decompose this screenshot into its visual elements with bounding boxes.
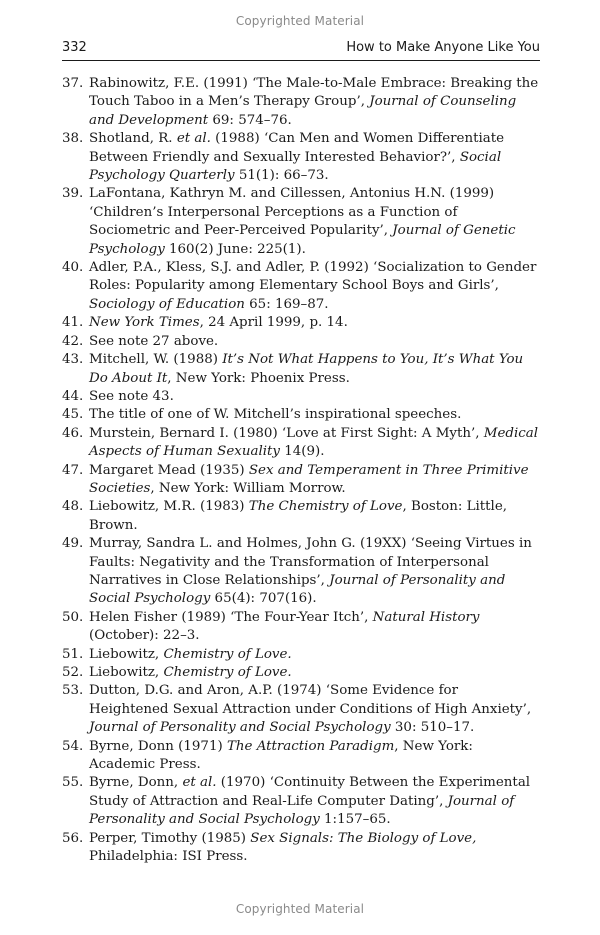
endnote-italic-segment: et al. xyxy=(176,131,211,147)
endnote xyxy=(62,406,540,424)
endnote-number: 38. xyxy=(62,131,84,147)
endnote-segment: Adler, P.A., Kless, S.J. and Adler, P. (1992) ‘Socialization to Gender Roles: Popularity among Elementary School Boys and Girls’, xyxy=(89,260,537,294)
endnote-number: 55. xyxy=(62,775,84,791)
endnote-italic-segment: et al. xyxy=(182,775,217,791)
endnote xyxy=(62,75,540,130)
endnote-segment: , New York: Academic Press. xyxy=(89,738,473,773)
endnote-italic-segment: Journal of Personality and Social Psychology xyxy=(89,793,515,828)
endnote-italic-segment: Journal of Personality and Social Psychology xyxy=(89,572,506,607)
endnote-number: 48. xyxy=(62,499,84,515)
endnote-italic-segment: Journal of Personality and Social Psychology xyxy=(89,720,391,736)
endnote-segment: Dutton, D.G. and Aron, A.P. (1974) ‘Some Evidence for Heightened Sexual Attraction under Conditions of High Anxiety’, xyxy=(89,683,532,717)
endnote-text xyxy=(89,333,540,351)
endnote-segment: (1970) ‘Continuity Between the Experimental Study of Attraction and Real-Life Computer Dating’, xyxy=(89,775,531,809)
endnote-text xyxy=(89,425,540,462)
endnote xyxy=(62,351,540,388)
endnote-number: 53. xyxy=(62,683,84,699)
endnote-text xyxy=(89,830,540,867)
endnote-segment: 51(1): 66–73. xyxy=(234,168,329,184)
endnote-text xyxy=(89,406,540,424)
endnote-number: 54. xyxy=(62,738,84,754)
endnote-segment: 30: 510–17. xyxy=(390,720,475,736)
endnote-segment: , New York: William Morrow. xyxy=(150,480,346,496)
endnote-number: 51. xyxy=(62,646,84,662)
endnotes-list xyxy=(62,75,540,866)
endnote-segment: 14(9). xyxy=(279,444,325,460)
endnote-text xyxy=(89,774,540,829)
endnote-italic-segment: Sex Signals: The Biology of Love, xyxy=(250,830,477,846)
endnote-segment: Murray, Sandra L. and Holmes, John G. (19XX) ‘Seeing Virtues in Faults: Negativity and the Transformation of Interpersonal Narratives in Close Relationships’, xyxy=(89,536,532,588)
endnote-number: 44. xyxy=(62,388,84,404)
endnote-number: 40. xyxy=(62,260,84,276)
endnote-italic-segment: Chemistry of Love. xyxy=(163,646,292,662)
endnote-segment: 65: 169–87. xyxy=(244,296,329,312)
endnote-segment: Liebowitz, xyxy=(89,646,164,662)
endnote-text xyxy=(89,314,540,332)
endnote-italic-segment: Sex and Temperament in Three Primitive Societies xyxy=(89,462,529,496)
endnote-segment: See note 27 above. xyxy=(89,333,219,349)
endnote xyxy=(62,462,540,499)
endnote-segment: (October): 22–3. xyxy=(89,628,200,644)
endnote-segment: (1988) ‘Can Men and Women Differentiate Between Friendly and Sexually Interested Behavior?’, xyxy=(89,131,505,165)
endnote-text xyxy=(89,130,540,185)
copyright-watermark-top: Copyrighted Material xyxy=(235,14,365,28)
endnote-text xyxy=(89,738,540,775)
endnote-text xyxy=(89,259,540,314)
endnote-segment: Murstein, Bernard I. (1980) ‘Love at First Sight: A Myth’, xyxy=(89,425,484,441)
endnote xyxy=(62,830,540,867)
endnote-text xyxy=(89,351,540,388)
endnote-text xyxy=(89,609,540,646)
page-number: 332 xyxy=(62,40,87,55)
endnote xyxy=(62,498,540,535)
endnote-number: 42. xyxy=(62,333,84,349)
endnote xyxy=(62,130,540,185)
endnote xyxy=(62,333,540,351)
endnote-segment: See note 43. xyxy=(89,388,174,404)
endnote xyxy=(62,185,540,259)
endnote-italic-segment: The Chemistry of Love xyxy=(248,499,403,515)
endnote-segment: Philadelphia: ISI Press. xyxy=(89,849,248,865)
endnote-segment: Rabinowitz, F.E. (1991) ‘The Male-to-Male Embrace: Breaking the Touch Taboo in a Men’s Therapy Group’, xyxy=(89,76,539,110)
endnote xyxy=(62,774,540,829)
endnote-number: 46. xyxy=(62,425,84,441)
endnote-text xyxy=(89,664,540,682)
endnote-segment: Liebowitz, M.R. (1983) xyxy=(89,499,249,515)
endnote-number: 41. xyxy=(62,315,84,331)
endnote-segment: Liebowitz, xyxy=(89,665,164,680)
endnote-number: 50. xyxy=(62,609,84,625)
endnote-text xyxy=(89,185,540,259)
endnote xyxy=(62,425,540,462)
endnote-number: 45. xyxy=(62,407,84,423)
endnote-segment: Byrne, Donn, xyxy=(89,775,183,791)
endnote-segment: 1:157–65. xyxy=(319,812,391,828)
endnote-text xyxy=(89,462,540,499)
endnote-segment: 65(4): 707(16). xyxy=(210,591,317,607)
copyright-watermark-bottom: Copyrighted Material xyxy=(235,902,365,916)
endnote-text xyxy=(89,646,540,664)
endnote xyxy=(62,609,540,646)
endnote-number: 39. xyxy=(62,186,84,202)
endnote-italic-segment: Chemistry of Love. xyxy=(163,665,292,680)
endnote xyxy=(62,738,540,775)
endnote xyxy=(62,646,540,664)
endnote xyxy=(62,259,540,314)
endnote-segment: Margaret Mead (1935) xyxy=(89,462,249,478)
endnote-italic-segment: Journal of Counseling and Development xyxy=(89,94,517,128)
endnote-segment: Mitchell, W. (1988) xyxy=(89,352,223,368)
endnote-italic-segment: New York Times xyxy=(89,315,200,331)
endnote-italic-segment: Social Psychology Quarterly xyxy=(89,149,502,184)
endnote-text xyxy=(89,388,540,406)
endnote-number: 52. xyxy=(62,665,84,680)
endnote xyxy=(62,535,540,609)
endnote-italic-segment: Sociology of Education xyxy=(89,296,245,312)
endnote-number: 49. xyxy=(62,536,84,552)
endnote-segment: LaFontana, Kathryn M. and Cillessen, Antonius H.N. (1999) ‘Children’s Interpersonal Perceptions as a Function of Sociometric and Peer-Perceived Popularity’, xyxy=(89,186,495,239)
endnote-text xyxy=(89,75,540,130)
endnote-number: 37. xyxy=(62,76,84,91)
running-title: How to Make Anyone Like You xyxy=(346,40,540,55)
endnote xyxy=(62,388,540,406)
endnote-number: 56. xyxy=(62,830,84,846)
endnote-text xyxy=(89,535,540,609)
endnote-segment: 160(2) June: 225(1). xyxy=(164,241,306,257)
endnote-segment: , Boston: Little, Brown. xyxy=(89,499,508,533)
endnote-italic-segment: Natural History xyxy=(372,609,480,625)
endnote xyxy=(62,664,540,682)
endnote-segment: Perper, Timothy (1985) xyxy=(89,830,251,846)
endnote xyxy=(62,682,540,737)
endnote-segment: Byrne, Donn (1971) xyxy=(89,738,227,754)
endnote-number: 47. xyxy=(62,462,84,478)
endnote xyxy=(62,314,540,332)
endnote-number: 43. xyxy=(62,352,84,368)
endnote-segment: Helen Fisher (1989) ‘The Four-Year Itch’, xyxy=(89,609,373,625)
endnote-segment: Shotland, R. xyxy=(89,131,177,147)
endnote-italic-segment: It’s Not What Happens to You, It’s What You Do About It xyxy=(89,352,524,386)
endnote-segment: The title of one of W. Mitchell’s inspirational speeches. xyxy=(89,407,462,423)
endnote-text xyxy=(89,498,540,535)
endnote-segment: , New York: Phoenix Press. xyxy=(167,370,350,386)
endnote-italic-segment: The Attraction Paradigm xyxy=(226,738,395,754)
endnote-segment: , 24 April 1999, p. 14. xyxy=(199,315,348,331)
endnote-segment: 69: 574–76. xyxy=(208,112,292,128)
endnote-text xyxy=(89,682,540,737)
endnote-italic-segment: Medical Aspects of Human Sexuality xyxy=(89,425,539,460)
endnote-italic-segment: Journal of Genetic Psychology xyxy=(89,223,516,257)
page-header xyxy=(62,38,540,61)
